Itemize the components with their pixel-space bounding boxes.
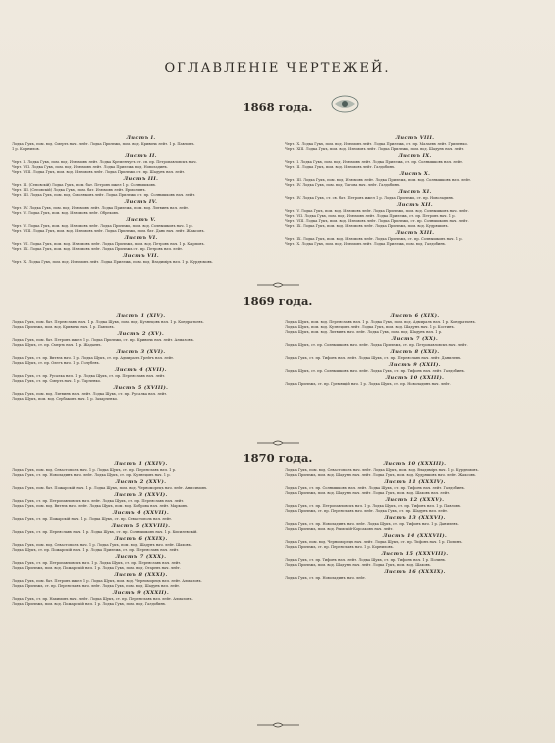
drawing-entry: Черт. VIII. Лодка Гукъ, пом. вод. Изюмовъ лейт. Лодка Прилежь, ст. пр. Солнышковъ нач. лейт. [285, 219, 469, 223]
drawing-entry: 1 р. Корнилов. [12, 147, 40, 151]
drawing-entry: Лодка Щукъ, ст. пр. Пожарскій нач. 1 р. Лодка Прилежь, ст. пр. Переяславъ нач. лейт. [12, 548, 180, 552]
sheet-heading: Листъ 8 (XXXI). [114, 572, 168, 578]
sheet-heading: Листъ II. [125, 153, 157, 159]
drawing-entry: Лодка Прилежь, пом. вод. Пожарскій нач. 1 р. Лодка Гукъ, пом. вод. Галдобинъ. [12, 602, 167, 606]
drawing-entry: Лодка Гукъ, пом. бат. Петровъ ижел 1 р. Лодка Прилежь, ст. пр. Кривичь нач. лейт. Алмазовъ. [12, 338, 194, 342]
drawing-entry: Лодка Прилежь, пом. вод. Шадунъ нач. лейт. Лодка Гукъ, пом. вод. Шаховъ. [285, 563, 432, 567]
drawing-entry: Черт. III. (Сеповскій) Лодка Гукъ, пом. бат. Изюмовъ лейт. Ермолинъ. [12, 188, 146, 192]
sheet-heading: Листъ III. [123, 176, 159, 182]
sheet-heading: Листъ XII. [396, 202, 434, 208]
drawing-entry: Лодка Щукъ, пом. вод. Кузнецовъ лейт. Лодка Гукъ, пом. вод. Шадунъ нач. 1 р. Костинъ. [285, 325, 455, 329]
sheet-heading: Листъ IV. [124, 199, 158, 205]
drawing-entry: Черт. V. Лодка Гукъ, пом. вод. Изюмовъ лейт. Лодка Прилежь, пом. вод. Солнышковъ нач. лейт. [285, 209, 469, 213]
page-title: ОГЛАВЛЕНІЕ ЧЕРТЕЖЕЙ. [164, 61, 391, 76]
sheet-heading: Листъ 5 (XVIII). [113, 385, 169, 391]
drawing-entry: Лодка Щукъ, ст. пр. Олегъ нач. 1 р. Голубевъ. [12, 361, 100, 365]
drawing-entry: Лодка Гукъ, ст. пр. Солнышковъ нач. лейт. Лодка Щукъ, ст. пр. Тифонъ нач. лейт. Галдобинъ. [285, 486, 466, 490]
drawing-entry: Лодка Гукъ, ст. пр. Новоладинъ нач. лейт. [285, 576, 366, 580]
sheet-heading: Листъ 16 (XXXIX). [384, 569, 446, 575]
drawing-entry: Лодка Щукъ, ст. пр. Смерть нач. 1 р. Жадаевъ. [12, 343, 102, 347]
drawing-entry: Черт. X. Лодка Гукъ, пом. вод. Изюмовъ лейт. Лодка Прилежь, пом. вод. Владиміръ нач. 1 р. Курдюмовъ. [12, 260, 214, 264]
drawing-entry: Лодка Прилежь, ст. пр. Гремящій нач. 1 р. Лодка Щукъ, ст. пр. Новоладинъ нач. лейт. [285, 382, 451, 386]
drawing-entry: Черт. XIII. Лодка Гукъ, пом. вод. Изюмовъ лейт. Лодка Прилежь, пом. вод. Шадунъ нач. лейт. [285, 147, 465, 151]
drawing-entry: Лодка Гукъ, пом. бат. Переяславъ нач. 1 р. Лодка Щукъ, пом. вод. Кузнецовъ нач. 1 р. Кондратьевъ. [12, 320, 204, 324]
drawing-entry: Лодка Гукъ, ст. пр. Петропавловскъ нач. 1 р. Лодка Щукъ, ст. пр. Переяславъ нач. лейт. [12, 561, 182, 565]
drawing-entry: Лодка Прилежь, пом. вод. Рымскій-Корсаковъ нач. лейт. [285, 527, 394, 531]
sheet-heading: Листъ 10 (XXIII). [385, 375, 445, 381]
sheet-heading: Листъ VI. [124, 235, 158, 241]
sheet-heading: Листъ 6 (XIX). [390, 313, 440, 319]
sheet-heading: Листъ V. [126, 217, 156, 223]
section-1870-column-2 [285, 460, 545, 581]
drawing-entry: Лодка Гукъ, пом. вод. Севастополь нач. 1 р. Лодка Щукъ, ст. пр. Переяславъ нач. 1 р. [12, 468, 177, 472]
drawing-entry: Лодка Гукъ, ст. пр. Русалка нач. 1 р. Лодка Щукъ, ст. пр. Переяславъ нач. лейт. [12, 374, 166, 378]
sheet-heading: Листъ X. [399, 171, 431, 177]
drawing-entry: Лодка Прилежь, пом. вод. Кривичь нач. 1 р. Павловъ. [12, 325, 115, 329]
sheet-heading: Листъ 8 (XXI). [390, 349, 440, 355]
year-heading-1869: 1869 года. [242, 294, 313, 308]
drawing-entry: Лодка Гукъ, ст. пр. Нахимовъ нач. лейт. Лодка Щукъ, ст. пр. Переяславъ нач. лейт. Алмазовъ. [12, 597, 193, 601]
drawing-entry: Черт. VI. Лодка Гукъ, пом. вод. Изюмовъ лейт. Лодка Прилежь, пом. вод. Петровъ нач. 1 р. Карповъ. [12, 242, 205, 246]
drawing-entry: Лодка Гукъ, пом. вод. Литвинъ нач. лейт. Лодка Щукъ, ст. пр. Русалка нач. лейт. [12, 392, 168, 396]
drawing-entry: Лодка Прилежь, ст. пр. Переяславъ нач. лейт. Лодка Гукъ, пом. вод. Шадунъ нач. лейт. [12, 584, 181, 588]
drawing-entry: Черт. VII. Лодка Гукъ, пом. вод. Изюмовъ лейт. Лодка Прилежь вод. Новоладинъ. [12, 165, 169, 169]
drawing-entry: Черт. II. (Сеповскій) Лодка Гукъ, пом. бат. Петровъ ижел 1 р. Солнышковъ. [12, 183, 157, 187]
section-1868-column-2 [285, 134, 545, 247]
sheet-heading: Листъ 6 (XXIX). [114, 536, 168, 542]
drawing-entry: Лодка Щукъ, пом. вод. Переяславъ нач. 1 р. Лодка Гукъ, пом. вод. Адмиралъ нач. 1 р. Кондратьевъ. [285, 320, 476, 324]
drawing-entry: Лодка Гукъ, пом. вод. Смерть нач. лейт. Лодка Прилежь, пом. вод. Кривичь лейт. 1 р. Павловъ. [12, 142, 195, 146]
sheet-heading: Листъ IX. [398, 153, 432, 159]
drawing-entry: Черт. IV. Лодка Гукъ, пом. вод. Тагова нач. лейт. Галдобинъ. [285, 183, 401, 187]
drawing-entry: Черт. II. Лодка Гукъ, пом. вод. Изюмовъ лейт. Галдобинъ. [285, 165, 396, 169]
drawing-entry: Черт. V. Лодка Гукъ, пом. вод. Изюмовъ лейт. Лодка Прилежь, пом. вод. Солнышковъ нач. 1 р. [12, 224, 193, 228]
sheet-heading: Листъ 4 (XXVII). [112, 510, 170, 516]
drawing-entry: Лодка Прилежь, пом. вод. Пожарскій нач. 1 р. Лодка Гукъ, пом. вод. Огаревъ нач. лейт. [12, 566, 181, 570]
drawing-entry: Лодка Щукъ, ст. пр. Солнышковъ нач. лейт. Лодка Прилежь, ст. пр. Петропавловскъ нач. лейт. [285, 343, 468, 347]
drawing-entry: Лодка Щукъ, ст. пр. Солнышковъ нач. лейт. Лодка Гукъ, ст. пр. Тифонъ нач. лейт. Галдобинъ. [285, 369, 466, 373]
sheet-heading: Листъ 1 (XIV). [116, 313, 166, 319]
drawing-entry: Черт. I. Лодка Гукъ, пом. вод. Изюмовъ лейт. Лодка Кременчугъ ст. св. пр. Петропавловскъ нач. [12, 160, 197, 164]
sheet-heading: Листъ 2 (XV). [117, 331, 165, 337]
sheet-heading: Листъ XI. [398, 189, 432, 195]
drawing-entry: Лодка Гукъ, ст. пр. Петропавловскъ нач. лейт. Лодка Щукъ, ст. пр. Переяславъ нач. лейт. [12, 499, 185, 503]
drawing-entry: Лодка Гукъ, ст. пр. Тифонъ нач. лейт. Лодка Щукъ, ст. пр. Переяславъ нач. лейт. Данилевъ. [285, 356, 462, 360]
section-1868-column-1 [12, 134, 270, 265]
drawing-entry: Черт. X. Лодка Гукъ, пом. вод. Изюмовъ лейт. Лодка Прилежь, ст. пр. Малаевъ лейт. Грипенко. [285, 142, 468, 146]
section-1870-column-1 [12, 460, 270, 607]
drawing-entry: Лодка Гукъ, пом. бат. Пожарскій нач. 1 р. Лодка Щукъ, пом. вод. Черноморецъ нач. лейт. Анисимовъ. [12, 486, 208, 490]
section-1869-column-2 [285, 312, 545, 387]
drawing-entry: Черт. IV. Лодка Гукъ, пом. вод. Изюмовъ лейт. Лодка Прилежь, пом. вод. Литвинъ нач. лейт. [12, 206, 190, 210]
sheet-heading: Листъ VII. [122, 253, 160, 259]
sheet-heading: Листъ 9 (XXXII). [112, 590, 170, 596]
year-heading-1868: 1868 года. [242, 100, 313, 114]
drawing-entry: Лодка Гукъ, ст. пр. Переяславъ нач. 1 р. Лодка Щукъ, ст. пр. Солнышковъ нач. 1 р. Кисилевскій. [12, 530, 198, 534]
drawing-entry: Лодка Гукъ, ст. пр. Тифонъ нач. лейт. Лодка Щукъ, ст. пр. Тифонъ нач. 1 р. Полинъ. [285, 558, 447, 562]
drawing-entry: Черт. I. Лодка Гукъ, пом. вод. Изюмовъ лейт. Лодка Прилежь, ст. пр. Солнышковъ нач. лейт. [285, 160, 464, 164]
sheet-heading: Листъ 14 (XXXVII). [382, 533, 448, 539]
drawing-entry: Черт. VII. Лодка Гукъ, пом. вод. Изюмовъ лейт. Лодка Прилежь, ст. пр. Петровъ нач. 1 р. [285, 214, 456, 218]
sheet-heading: Листъ 2 (XXV). [115, 479, 167, 485]
drawing-entry: Лодка Гукъ, пом. вод. Витязь нач. лейт. Лодка Щукъ, пом. вод. Боброва нач. лейт. Марковъ. [12, 504, 189, 508]
drawing-entry: Лодка Гукъ, пом. вод. Севастополь нач. 1 р. Лодка Гукъ, пом. вод. Шадунъ нач. лейт. Шаховъ. [12, 543, 192, 547]
sheet-heading: Листъ 7 (XX). [391, 336, 439, 342]
drawing-entry: Черт. IV. Лодка Гукъ, ст. св. бат. Петровъ ижел 1 р. Лодка Прилежь, ст. пр. Новоладинъ. [285, 196, 455, 200]
sheet-heading: Листъ 3 (XXVI). [114, 492, 168, 498]
sheet-heading: Листъ 5 (XXVIII). [111, 523, 171, 529]
drawing-entry: Черт. III. Лодка Гукъ, пом. вод. Смоляковъ лейт. Лодка Прилежь ст. пр. Солнышковъ нач. лейт. [12, 193, 196, 197]
drawing-entry: Лодка Гукъ, пом. вод. Черноморецъ нач. лейт. Лодка Щукъ, ст. пр. Тифонъ нач. 1 р. Полинъ. [285, 540, 463, 544]
drawing-entry: Черт. IX. Лодка Гукъ, пом. вод. Изюмовъ лейт. Лодка Прилежь, пом. вод. Кудряшовъ. [285, 224, 449, 228]
sheet-heading: Листъ 13 (XXXVI). [384, 515, 446, 521]
drawing-entry: Черт. VIII. Лодка Гукъ, пом. вод. Изюмовъ лейт. Лодка Прилежь, пом. бат. Дань нач. лейт. Жаксовъ. [12, 229, 205, 233]
sheet-heading: Листъ 1 (XXIV). [114, 461, 168, 467]
sheet-heading: Листъ I. [126, 135, 156, 141]
sheet-heading: Листъ VIII. [395, 135, 435, 141]
drawing-entry: Лодка Щукъ, пом. вод. Сербаковъ нач. 1 р. Захарченко. [12, 397, 119, 401]
sheet-heading: Листъ 11 (XXXIV). [384, 479, 446, 485]
drawing-entry: Лодка Гукъ, ст. пр. Витязь нач. 1 р. Лодка Щукъ, ст. пр. Адмиралъ Грейгъ нач. лейт. [12, 356, 175, 360]
sheet-heading: Листъ 4 (XVII). [115, 367, 167, 373]
year-heading-1870: 1870 года. [242, 451, 313, 465]
sheet-heading: Листъ 10 (XXXIII). [383, 461, 447, 467]
divider-ornament-icon [255, 440, 301, 446]
drawing-entry: Лодка Гукъ, пом. вод. Севастополь нач. лейт. Лодка Щукъ, пом. вод. Владиміръ нач. 1 р. Курдюмовъ. [285, 468, 479, 472]
sheet-heading: Листъ XIII. [395, 230, 435, 236]
drawing-entry: Черт. IX. Лодка Гукъ, пом. вод. Изюмовъ лейт. Лодка Прилежь ст. пр. Петровъ нач. лейт. [12, 247, 184, 251]
drawing-entry: Черт. III. Лодка Гукъ, пом. вод. Изюмовъ лейт. Лодка Прилежь, пом. вод. Солнышковъ нач. лейт. [285, 178, 472, 182]
drawing-entry: Лодка Прилежь, ст. пр. Переяславъ нач. 1 р. Корниловъ. [285, 545, 394, 549]
drawing-entry: Лодка Прилежь, пом. вод. Шадунъ нач. лейт. Лодка Гукъ, пом. вод. Шаховъ нач. лейт. [285, 491, 451, 495]
drawing-entry: Лодка Гукъ, ст. пр. Новоладинъ нач. лейт. Лодка Щукъ, ст. пр. Кузнецовъ нач. 1 р. [12, 473, 171, 477]
drawing-entry: Лодка Прилежь, ст. пр. Переяславъ нач. лейт. Лодка Гукъ, ст. пр. Шадунъ нач. лейт. [285, 509, 449, 513]
sheet-heading: Листъ 15 (XXXVIII). [381, 551, 449, 557]
drawing-entry: Черт. IX. Лодка Гукъ, пом. вод. Изюмовъ лейт. Лодка Прилежь, ст. пр. Солнышковъ нач. 1 р. [285, 237, 463, 241]
sheet-heading: Листъ 12 (XXXV). [385, 497, 445, 503]
sheet-heading: Листъ 3 (XVI). [116, 349, 166, 355]
sheet-heading: Листъ 7 (XXX). [115, 554, 167, 560]
drawing-entry: Лодка Гукъ, ст. пр. Новоладинъ нач. лейт. Лодка Щукъ, ст. пр. Тифонъ нач. 1 р. Данилевъ. [285, 522, 459, 526]
sheet-heading: Листъ 9 (XXII). [389, 362, 441, 368]
drawing-entry: Черт. V. Лодка Гукъ, пом. вод. Изюмовъ лейт. Обрековъ. [12, 211, 120, 215]
divider-ornament-icon [255, 282, 301, 288]
drawing-entry: Лодка Прилежь, пом. вод. Шадунъ нач. лейт. Лодка Гукъ, пом. вод. Кудряшовъ нач. лейт. Жаксовъ. [285, 473, 477, 477]
drawing-entry: Лодка Гукъ, ст. пр. Петропавловскъ нач. 1 р. Лодка Щукъ, ст. пр. Тифонъ нач. 1 р. Павловъ. [285, 504, 462, 508]
drawing-entry: Черт. X. Лодка Гукъ, пом. вод. Изюмовъ лейт. Лодка Прилежь, пом. вод. Галдобинъ. [285, 242, 447, 246]
drawing-entry: Лодка Щукъ, пом. вод. Литвинъ нач. лейт. Лодка Гукъ, пом. вод. Шадунъ нач. 1 р. [285, 330, 443, 334]
drawing-entry: Лодка Гукъ, пом. бат. Петровъ ижел 1 р. Лодка Щукъ, пом. вод. Черноморецъ нач. лейт. Алмазовъ. [12, 579, 202, 583]
drawing-entry: Лодка Гукъ, ст. пр. Смерть нач. 1 р. Тарченко. [12, 379, 102, 383]
divider-ornament-icon [255, 722, 301, 728]
drawing-entry: Черт. VIII. Лодка Гукъ, пом. вод. Изюмовъ лейт. Лодка Прилежь ст. пр. Шадунъ нач. лейт. [12, 170, 186, 174]
section-1869-column-1 [12, 312, 270, 402]
drawing-entry: Лодка Гукъ, ст. пр. Пожарскій нач. 1 р. Лодка Щукъ, ст. пр. Севастополь нач. лейт. [12, 517, 173, 521]
